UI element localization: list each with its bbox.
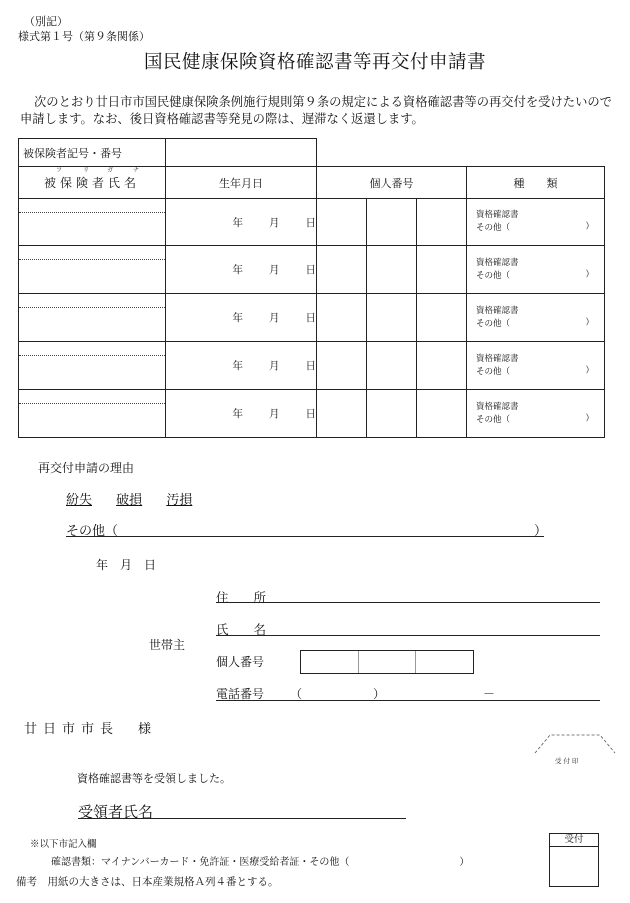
kind-close: ） [585, 366, 594, 376]
table-row [19, 199, 605, 246]
kind-cert[interactable]: 資格確認書 [476, 353, 519, 364]
furigana-ri: リ [83, 167, 90, 174]
mynumber-cell[interactable] [317, 342, 367, 390]
dob-month: 月 [269, 312, 280, 324]
kind-close: ） [585, 414, 594, 424]
remarks: 備考 用紙の大きさは、日本産業規格Ａ列４番とする。 [16, 876, 279, 888]
insured-name-field[interactable] [19, 294, 166, 342]
mynumber-header: 個人番号 [317, 167, 467, 199]
reason-other-label: その他（ [66, 524, 119, 539]
kind-header: 種 類 [467, 167, 605, 199]
kind-cert[interactable]: 資格確認書 [476, 257, 519, 268]
kind-other[interactable]: その他（ [476, 366, 511, 377]
application-date[interactable]: 年 月 日 [96, 558, 157, 572]
mynumber-cell[interactable] [367, 342, 417, 390]
dob-header: 生年月日 [166, 167, 317, 199]
address-label: 住 所 [216, 590, 267, 605]
kind-field[interactable] [467, 294, 605, 342]
kind-other[interactable]: その他（ [476, 318, 511, 329]
mynumber-cell[interactable] [417, 390, 467, 438]
reception-label: 受付 [550, 834, 598, 847]
kind-field[interactable] [467, 390, 605, 438]
dob-year: 年 [232, 408, 243, 420]
kind-cert[interactable]: 資格確認書 [476, 305, 519, 316]
mynumber-cell[interactable] [417, 294, 467, 342]
furigana-na: ナ [133, 167, 140, 174]
furigana-line [19, 307, 165, 308]
furigana-line [19, 212, 165, 213]
furigana-ga: ガ [107, 167, 114, 174]
reason-soiled[interactable]: 汚損 [166, 493, 193, 508]
dob-month: 月 [269, 360, 280, 372]
applicant-mynumber-label: 個人番号 [216, 655, 265, 669]
dob-year: 年 [232, 216, 243, 229]
name-header-label: 被保険者氏名 [43, 176, 140, 190]
dob-year: 年 [232, 312, 243, 324]
mynumber-cell[interactable] [367, 390, 417, 438]
receiver-name-label: 受領者氏名 [78, 803, 154, 821]
dob-year: 年 [232, 360, 243, 372]
insurer-number-field[interactable] [166, 139, 317, 167]
kind-cert[interactable]: 資格確認書 [476, 210, 519, 220]
dob-field[interactable] [166, 246, 317, 294]
mayor-addressee: 廿日市市長 様 [24, 722, 158, 737]
reason-label: 再交付申請の理由 [38, 461, 135, 475]
mynumber-cell[interactable] [367, 199, 417, 246]
kind-close: ） [585, 270, 594, 280]
page-title: 国民健康保険資格確認書等再交付申請書 [143, 52, 486, 73]
dob-day: 日 [305, 264, 316, 276]
name-label: 氏 名 [216, 622, 267, 637]
phone-open: （ [290, 687, 303, 701]
dob-day: 日 [305, 312, 316, 324]
mynumber-cell[interactable] [367, 246, 417, 294]
dob-day: 日 [305, 408, 316, 420]
dob-field[interactable] [166, 294, 317, 342]
table-row [19, 390, 605, 438]
kind-other[interactable]: その他（ [476, 414, 511, 425]
phone-dash: － [483, 687, 496, 701]
furigana-line [19, 259, 165, 260]
dob-month: 月 [269, 216, 280, 229]
address-field[interactable] [216, 602, 600, 603]
kind-other[interactable]: その他（ [476, 223, 511, 233]
received-text: 資格確認書等を受領しました。 [77, 772, 231, 785]
phone-close: ） [373, 687, 386, 701]
annex-label: （別記） [24, 15, 68, 28]
phone-field[interactable] [216, 700, 600, 701]
kind-other[interactable]: その他（ [476, 270, 511, 281]
table-row [19, 342, 605, 390]
dob-day: 日 [305, 216, 316, 229]
form-number: 様式第１号（第９条関係） [18, 30, 150, 43]
applicant-mynumber-field[interactable] [300, 650, 474, 674]
dob-month: 月 [269, 264, 280, 276]
mynumber-cell[interactable] [417, 342, 467, 390]
name-header [19, 167, 166, 199]
dob-field[interactable] [166, 390, 317, 438]
reason-other-close: ） [534, 524, 548, 539]
stamp-area [534, 732, 616, 754]
insurer-number-label: 被保険者記号・番号 [19, 139, 166, 167]
furigana-line [19, 355, 165, 356]
dob-month: 月 [269, 408, 280, 420]
insured-name-field[interactable] [19, 390, 166, 438]
mynumber-cell[interactable] [417, 199, 467, 246]
kind-field[interactable] [467, 199, 605, 246]
confirm-documents: 確認書類：マイナンバーカード・免許証・医療受給者証・その他（ ） [51, 857, 470, 868]
mynumber-cell[interactable] [317, 294, 367, 342]
dob-field[interactable] [166, 342, 317, 390]
stamp-label: 受付印 [555, 757, 581, 765]
table-row [19, 294, 605, 342]
office-use-heading: ※以下市記入欄 [30, 839, 97, 850]
insured-name-field[interactable] [19, 342, 166, 390]
kind-field[interactable] [467, 246, 605, 294]
name-field[interactable] [216, 635, 600, 636]
mynumber-cell[interactable] [317, 246, 367, 294]
dob-year: 年 [232, 264, 243, 276]
mynumber-cell[interactable] [417, 246, 467, 294]
reason-damaged[interactable]: 破損 [116, 493, 143, 508]
reason-other-field[interactable] [66, 536, 544, 537]
insured-table [18, 138, 605, 438]
reception-box [549, 833, 599, 887]
insured-name-field[interactable] [19, 246, 166, 294]
dob-field[interactable] [166, 199, 317, 246]
intro-text: 次のとおり廿日市市国民健康保険条例施行規則第９条の規定による資格確認書等の再交付を受けたいので申請します。なお、後日資格確認書等発見の際は、遅滞なく返還します。 [20, 95, 612, 126]
table-row [19, 246, 605, 294]
furigana-line [19, 403, 165, 404]
insured-name-field[interactable] [19, 199, 166, 246]
phone-label: 電話番号 [216, 687, 265, 701]
furigana-fu: フ [56, 167, 63, 174]
mynumber-cell[interactable] [317, 199, 367, 246]
receiver-name-field[interactable] [78, 818, 406, 819]
kind-cert[interactable]: 資格確認書 [476, 401, 519, 412]
mynumber-cell[interactable] [317, 390, 367, 438]
reason-lost[interactable]: 紛失 [66, 493, 93, 508]
kind-close: ） [585, 222, 594, 232]
mynumber-cell[interactable] [367, 294, 417, 342]
dob-day: 日 [305, 360, 316, 372]
kind-field[interactable] [467, 342, 605, 390]
household-head-label: 世帯主 [149, 638, 186, 652]
reason-options [66, 489, 212, 508]
kind-close: ） [585, 318, 594, 328]
